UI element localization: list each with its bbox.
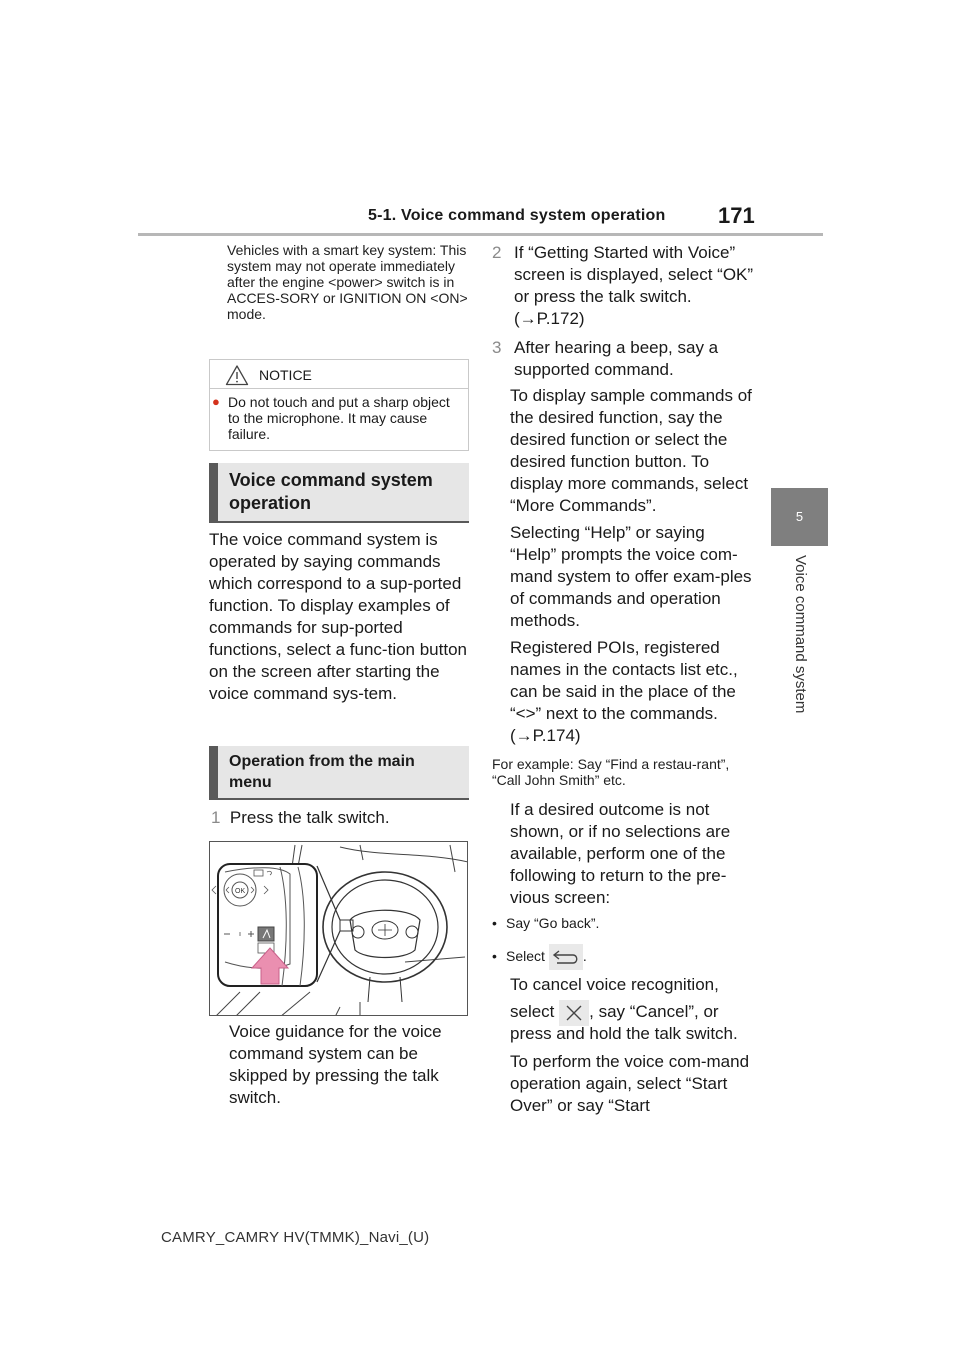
bullet-cancel-line-2: [510, 998, 760, 1026]
bullet-registered: [492, 637, 754, 747]
notice-header: [210, 360, 468, 389]
step-2-number: 2: [492, 243, 502, 262]
example-note: For example: Say “Find a restau-rant”, “Call John Smith” etc.: [492, 756, 730, 788]
subheading: Operation from the main menu: [209, 746, 469, 800]
intro-note: Vehicles with a smart key system: This system may not operate immediately after the engine <power> switch is in ACCES-SORY or IGNITION ON <ON> mode.: [227, 242, 468, 322]
dot-select-end: .: [582, 948, 587, 964]
steering-wheel-illustration: [210, 842, 468, 1016]
notice-box: [209, 359, 469, 451]
bullet-help-text: Selecting “Help” or saying “Help” prompts the voice com-mand system to offer exam-ples of commands and operation methods.: [510, 523, 752, 630]
page-number: 171: [718, 203, 755, 228]
dot-select-back: [492, 942, 754, 970]
dot-marker: •: [492, 948, 497, 964]
footer-model-code: CAMRY_CAMRY HV(TMMK)_Navi_(U): [161, 1229, 430, 1246]
notice-text: Do not touch and put a sharp object to the microphone. It may cause failure.: [228, 394, 450, 442]
step-3-text: After hearing a beep, say a supported command.: [514, 338, 719, 379]
ok-button-label: OK: [235, 888, 246, 895]
step-1-number: 1: [211, 808, 221, 827]
section-paragraph: The voice command system is operated by saying commands which correspond to a sup-ported function. To display examples of commands for sup-ported functions, select a func-tion button on the screen after starting the voice command sys-tem.: [209, 530, 467, 703]
bullet-cancel: [492, 974, 754, 996]
bullet-restart-text: To perform the voice com-mand operation again, select “Start Over” or say “Start: [510, 1052, 750, 1115]
bullet-sample-text: To display sample commands of the desired function, say the desired function or select the desired function button. To display more commands, select “More Commands”.: [510, 386, 752, 515]
dot-go-back-text: Say “Go back”.: [506, 915, 600, 931]
step-2-text: If “Getting Started with Voice” screen is displayed, select “OK” or press the talk switch.: [514, 243, 754, 306]
dot-go-back: [492, 914, 754, 932]
bullet-cancel-text-d: press and hold the talk switch.: [510, 1024, 738, 1043]
bullet-outcome-text: If a desired outcome is not shown, or if no selections are available, perform one of the following to return to the pre-vious screen:: [510, 800, 731, 907]
warning-triangle-icon: [225, 364, 249, 386]
step-3: [492, 337, 754, 381]
step-2-ref: (→P.172): [514, 309, 585, 328]
header-rule: [138, 233, 823, 236]
bullet-outcome: [492, 799, 754, 909]
steering-wheel-figure: [209, 841, 468, 1016]
step-1-text: Press the talk switch.: [229, 808, 390, 827]
bullet-guidance: [211, 1021, 471, 1109]
bullet-guidance-text: Voice guidance for the voice command system can be skipped by pressing the talk switch.: [229, 1022, 442, 1107]
bullet-registered-text: Registered POIs, registered names in the contacts list etc., can be said in the place of the “<>” next to the commands.: [510, 638, 738, 723]
bullet-cancel-text-a: To cancel voice recognition,: [510, 975, 719, 994]
section-heading: Voice command system operation: [209, 463, 469, 523]
section-title: 5-1. Voice command system operation: [368, 207, 666, 224]
bullet-restart: [492, 1051, 754, 1117]
bullet-registered-ref: (→P.174): [510, 726, 581, 745]
notice-bullet: ●: [212, 394, 220, 409]
back-arrow-icon: [549, 944, 583, 970]
step-1: [211, 807, 471, 829]
step-3-number: 3: [492, 338, 502, 357]
close-icon: [559, 1000, 589, 1026]
bullet-cancel-text-b: select: [510, 1002, 555, 1021]
bullet-help: [492, 522, 754, 632]
intro-note-block: [209, 242, 469, 322]
dot-select-text: Select: [506, 948, 545, 964]
step-2: [492, 242, 754, 330]
bullet-sample: [492, 385, 754, 517]
dot-marker: •: [492, 915, 497, 931]
notice-body: [210, 389, 468, 442]
bullet-cancel-text-c: , say “Cancel”, or: [589, 1002, 719, 1021]
chapter-label: Voice command system: [792, 555, 809, 714]
chapter-tab: 5: [771, 488, 828, 546]
notice-label: NOTICE: [259, 367, 312, 383]
